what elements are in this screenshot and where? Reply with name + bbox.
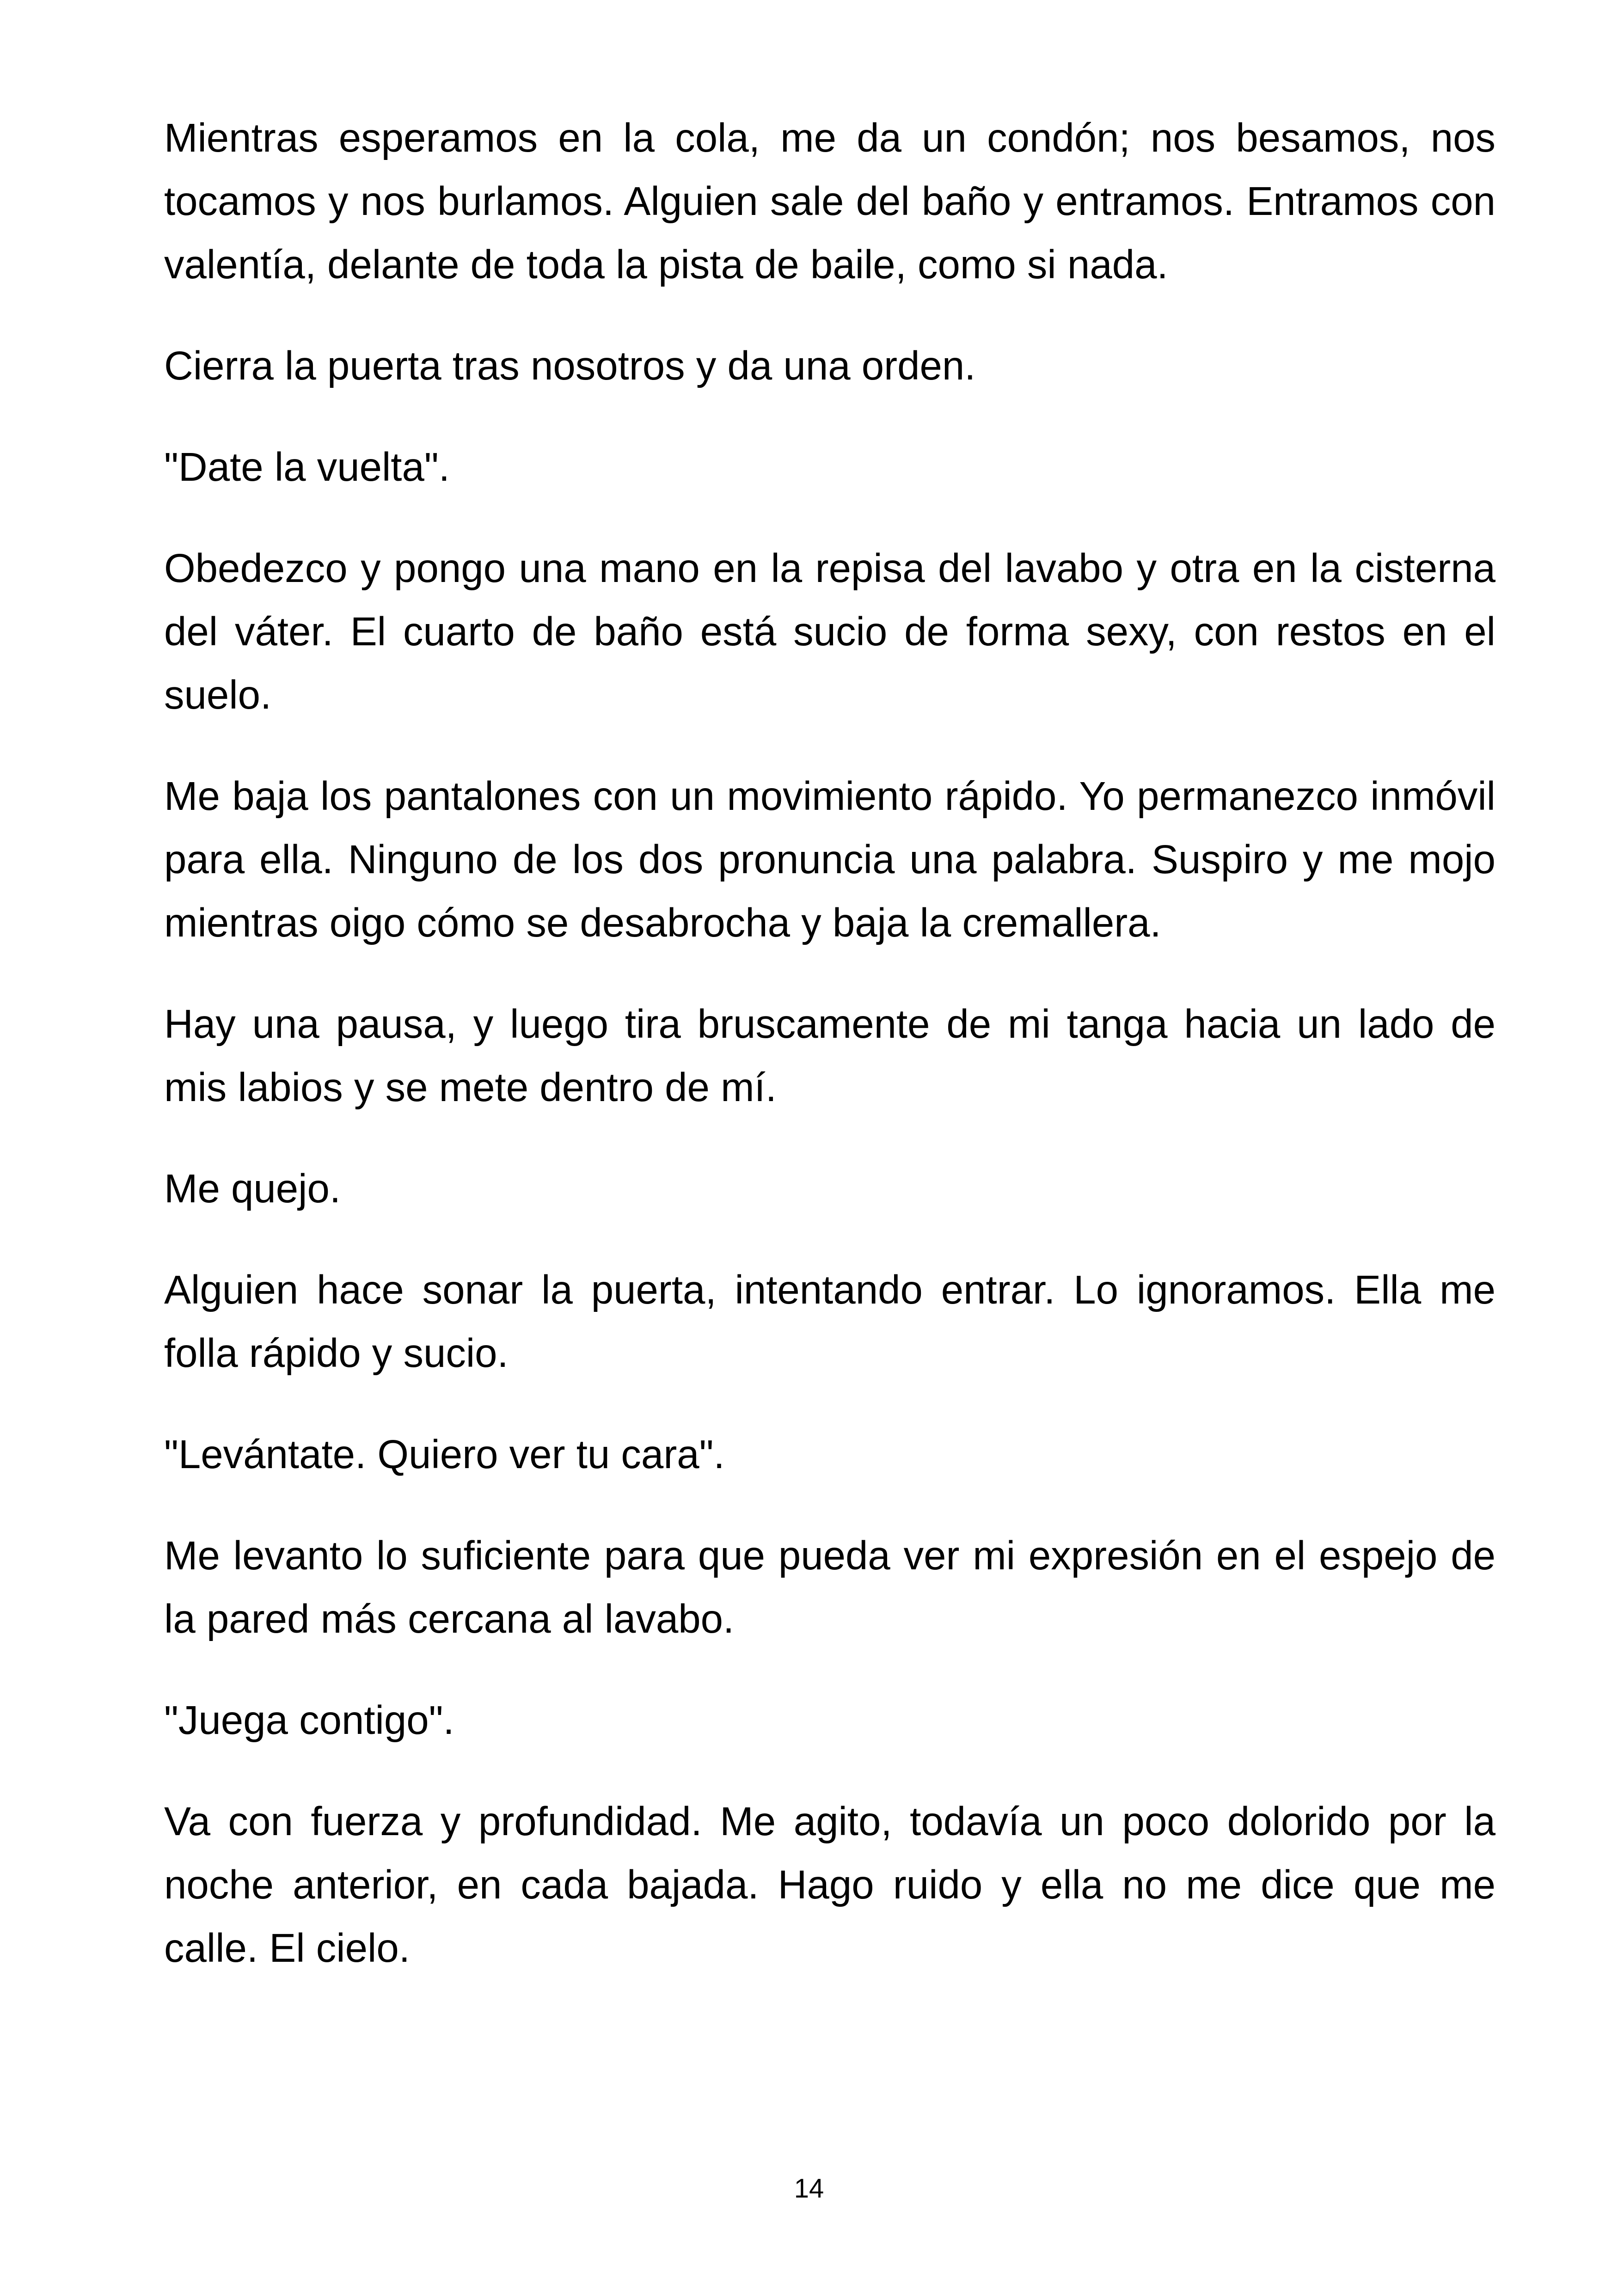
paragraph: Me baja los pantalones con un movimiento rápido. Yo permanezco inmóvil para ella. Ninguno de los dos pronuncia una palabra. Suspiro y me mojo mientras oigo cómo se desabrocha y baja la cremallera. [164,774,1495,945]
paragraph: Mientras esperamos en la cola, me da un condón; nos besamos, nos tocamos y nos burlamos. Alguien sale del baño y entramos. Entramos con valentía, delante de toda la pista de baile, como si nada. [164,116,1495,287]
paragraph: Cierra la puerta tras nosotros y da una orden. [164,343,976,388]
paragraph: Obedezco y pongo una mano en la repisa del lavabo y otra en la cisterna del váter. El cuarto de baño está sucio de forma sexy, con restos en el suelo. [164,546,1495,717]
body-text [164,106,1495,2018]
paragraph: Me quejo. [164,1166,341,1211]
paragraph: Hay una pausa, y luego tira bruscamente de mi tanga hacia un lado de mis labios y se mete dentro de mí. [164,1002,1495,1110]
paragraph: Va con fuerza y profundidad. Me agito, todavía un poco dolorido por la noche anterior, en cada bajada. Hago ruido y ella no me dice que me calle. El cielo. [164,1799,1495,1971]
page-number: 14 [794,2174,824,2204]
paragraph: "Juega contigo". [164,1698,454,1743]
paragraph: Me levanto lo suficiente para que pueda ver mi expresión en el espejo de la pared más cercana al lavabo. [164,1533,1495,1641]
paragraph: Alguien hace sonar la puerta, intentando entrar. Lo ignoramos. Ella me folla rápido y sucio. [164,1267,1495,1376]
paragraph: "Date la vuelta". [164,445,450,490]
paragraph: "Levántate. Quiero ver tu cara". [164,1432,725,1477]
